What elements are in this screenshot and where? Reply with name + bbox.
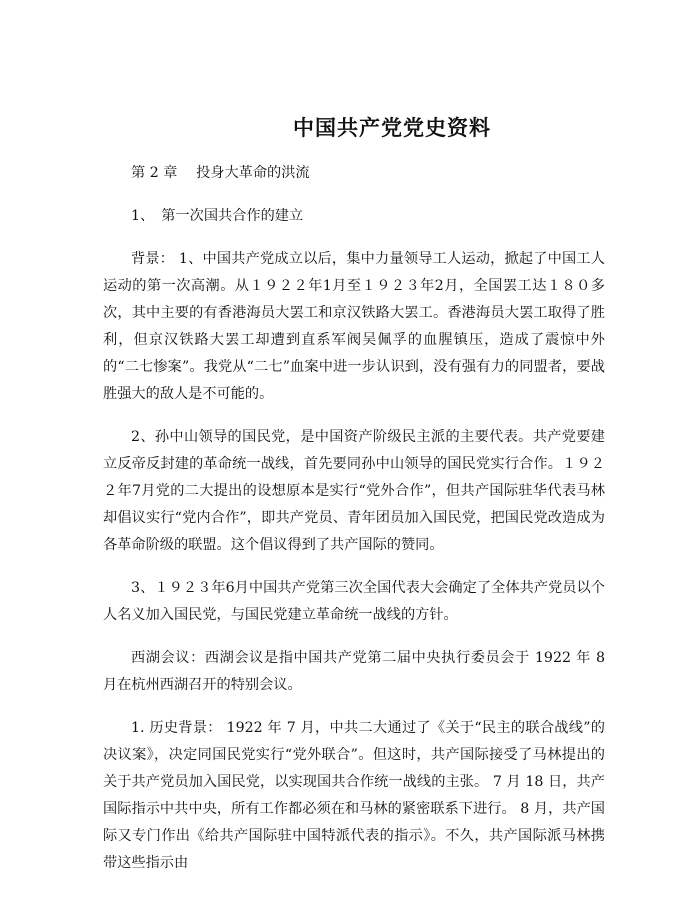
section-heading: 1、 第一次国共合作的建立 [131, 208, 304, 224]
paragraph-background: 背景： 1、中国共产党成立以后，集中力量领导工人运动，掀起了中国工人运动的第一次高潮。从１９２２年1月至１９２３年2月，全国罢工达１８０多次，其中主要的有香港海员大罢工和京汉铁路大罢工。香港海员大罢工取得了胜利，但京汉铁路大罢工却遭到直系军阀吴佩孚的血腥镇压，造成了震惊中外的“二七惨案”。我党从“二七”血案中进一步认识到，没有强有力的同盟者，要战胜强大的敌人是不可能的。 [103, 251, 605, 402]
document-title: 中国共产党党史资料 [293, 115, 491, 140]
paragraph-west-lake-meeting: 西湖会议：西湖会议是指中国共产党第二届中央执行委员会于 1922 年 8 月在杭州西湖召开的特别会议。 [103, 650, 605, 693]
paragraph-kuomintang: 2、孙中山领导的国民党，是中国资产阶级民主派的主要代表。共产党要建立反帝反封建的革命统一战线，首先要同孙中山领导的国民党实行合作。１９２２年7月党的二大提出的设想原本是实行“党外合作”，但共产国际驻华代表马林却倡议实行“党内合作”，即共产党员、青年团员加入国民党，把国民党改造成为各革命阶级的联盟。这个倡议得到了共产国际的赞同。 [103, 429, 605, 553]
paragraph-third-congress: 3、１９２３年6月中国共产党第三次全国代表大会确定了全体共产党员以个人名义加入国民党，与国民党建立革命统一战线的方针。 [103, 580, 605, 623]
document-body [103, 160, 605, 893]
paragraph-historical-background: 1. 历史背景： 1922 年 7 月，中共二大通过了《关于“民主的联合战线”的决议案》，决定同国民党实行“党外联合”。但这时，共产国际接受了马林提出的关于共产党员加入国民党，以实现国共合作统一战线的主张。 7 月 18 日，共产国际指示中共中央，所有工作都必须在和马林的紧密联系下进行。 8 月，共产国际又专门作出《给共产国际驻中国特派代表的指示》。不久，共产国际派马林携带这些指示由 [103, 720, 605, 871]
chapter-heading: 第 2 章 投身大革命的洪流 [131, 165, 310, 181]
